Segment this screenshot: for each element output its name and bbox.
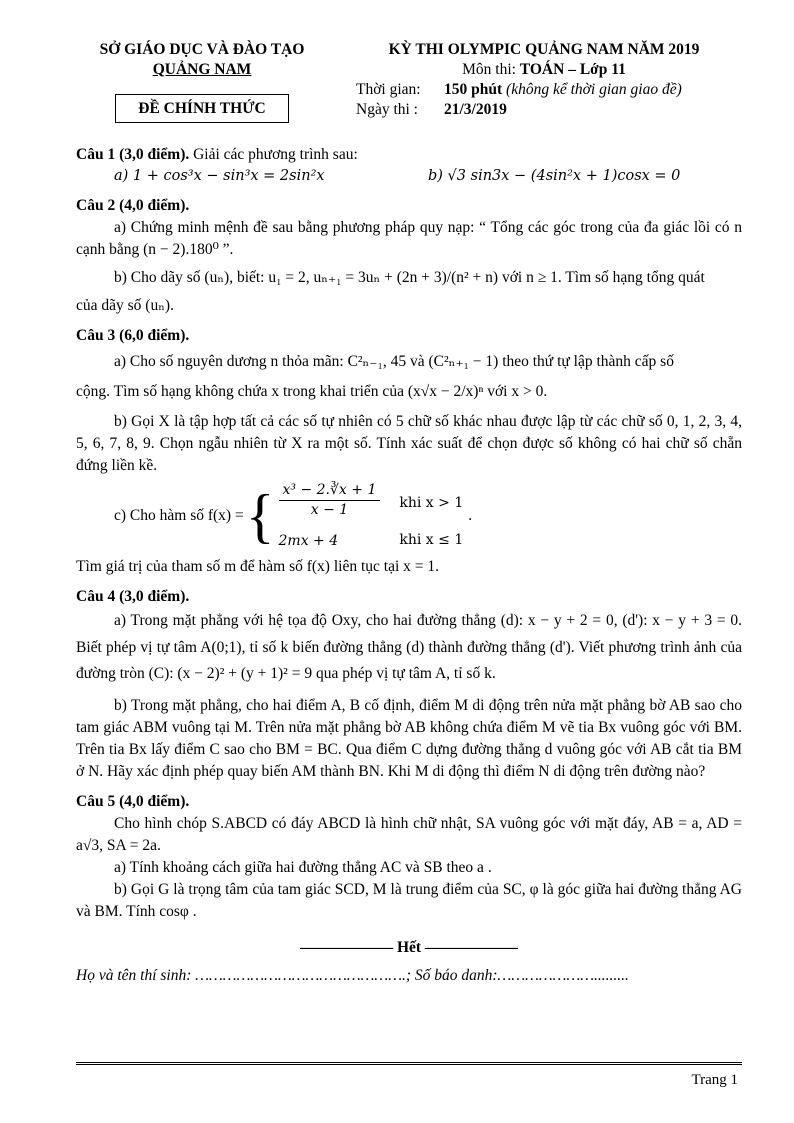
org-name: SỞ GIÁO DỤC VÀ ĐÀO TẠO <box>99 41 305 58</box>
question-5 <box>76 791 742 923</box>
case2-condition: khi x ≤ 1 <box>399 532 464 549</box>
official-badge: ĐỀ CHÍNH THỨC <box>115 94 288 124</box>
question-2b-cont: của dãy số (uₙ). <box>76 296 174 314</box>
exam-title: KỲ THI OLYMPIC QUẢNG NAM NĂM 2019 <box>388 41 700 58</box>
question-3c <box>76 481 742 553</box>
question-1-title: Câu 1 (3,0 điểm). <box>76 146 190 163</box>
question-3a: a) Cho số nguyên dương n thỏa mãn: C²ₙ₋₁, 45 và (C²ₙ₊₁ − 1) theo thứ tự lập thành cấp số <box>114 352 674 370</box>
exam-page <box>76 40 742 987</box>
question-3 <box>76 325 742 579</box>
question-1 <box>76 144 742 187</box>
case1-numerator: x³ − 2.∛x + 1 <box>279 481 381 502</box>
question-1b: b) √3 sin3x − (4sin²x + 1)cosx = 0 <box>428 168 681 184</box>
question-3c-label: c) Cho hàm số f(x) = <box>114 507 244 525</box>
question-4b: b) Trong mặt phẳng, cho hai điểm A, B cố định, điểm M di động trên nửa mặt phẳng bờ AB sao cho tam giác ABM vuông tại M. Trên nửa mặt phẳng bờ AB không chứa điểm M vẽ tia Bx vuông góc với BM. Trên tia Bx lấy điểm C sao cho BM = BC. Qua điểm C dựng đường thẳng d vuông góc với AB cắt tia BM ở N. Hãy xác định phép quay biến AM thành BN. Khi M di động thì điểm N di động trên đường nào? <box>76 697 742 781</box>
organization-block <box>76 40 328 123</box>
piecewise-cases <box>279 481 465 553</box>
question-5-title: Câu 5 (4,0 điểm). <box>76 793 190 811</box>
case-end-dot: . <box>468 507 473 525</box>
question-1-intro: Giải các phương trình sau: <box>189 146 358 163</box>
exam-subject: Môn thi: TOÁN – Lớp 11 <box>462 61 626 79</box>
question-4a: a) Trong mặt phẳng với hệ tọa độ Oxy, cho hai đường thẳng (d): x − y + 2 = 0, (d'): x − y + 3 = 0. Biết phép vị tự tâm A(0;1), tỉ số k biến đường thẳng (d) thành đường thẳng (d'). Viết phương trình ảnh của đường tròn (C): (x − 2)² + (y + 1)² = 9 qua phép vị tự tâm A, tỉ số k. <box>76 612 742 682</box>
question-3c-cont: Tìm giá trị của tham số m để hàm số f(x) liên tục tại x = 1. <box>76 558 440 576</box>
case2-expression: 2mx + 4 <box>278 532 339 549</box>
question-5b: b) Gọi G là trọng tâm của tam giác SCD, M là trung điểm của SC, φ là góc giữa hai đường thẳng AG và BM. Tính cosφ . <box>76 881 742 921</box>
question-3b: b) Gọi X là tập hợp tất cả các số tự nhiên có 5 chữ số khác nhau được lập từ các chữ số 0, 1, 2, 3, 4, 5, 6, 7, 8, 9. Chọn ngẫu nhiên từ X ra một số. Tính xác suất để chọn được số không có hai chữ số chẵn đứng liền kề. <box>76 412 742 474</box>
exam-header <box>76 40 742 136</box>
question-3-title: Câu 3 (6,0 điểm). <box>76 326 190 344</box>
question-1a: a) 1 + cos³x − sin³x = 2sin²x <box>114 168 325 184</box>
question-2a: a) Chứng minh mệnh đề sau bằng phương pháp quy nạp: “ Tổng các góc trong của đa giác lồi có n cạnh bằng (n − 2).180⁰ ”. <box>76 218 742 258</box>
question-4 <box>76 586 742 783</box>
org-province: QUẢNG NAM <box>152 60 252 78</box>
footer-rule <box>76 1062 742 1065</box>
question-3a-cont: cộng. Tìm số hạng không chứa x trong khai triển của (x√x − 2/x)ⁿ với x > 0. <box>76 382 548 400</box>
candidate-info-line: Họ và tên thí sinh: ……………………………………….; Số báo danh:…………………......... <box>76 967 629 985</box>
question-2-title: Câu 2 (4,0 điểm). <box>76 196 190 214</box>
question-2 <box>76 195 742 317</box>
brace-symbol: { <box>245 483 275 550</box>
case1-denominator: x − 1 <box>310 502 349 519</box>
question-5a: a) Tính khoảng cách giữa hai đường thẳng AC và SB theo a . <box>114 859 492 877</box>
question-5-intro: Cho hình chóp S.ABCD có đáy ABCD là hình chữ nhật, SA vuông góc với mặt đáy, AB = a, AD = a√3, SA = 2a. <box>76 815 742 855</box>
end-marker: —————— Hết —————— <box>300 939 518 957</box>
exam-date: Ngày thi : 21/3/2019 <box>356 101 507 119</box>
question-4-title: Câu 4 (3,0 điểm). <box>76 588 190 606</box>
exam-time: Thời gian: 150 phút (không kể thời gian giao đề) <box>356 81 682 99</box>
exam-info-block <box>344 40 744 121</box>
case1-condition: khi x > 1 <box>399 495 464 512</box>
question-2b: b) Cho dãy số (uₙ), biết: u₁ = 2, uₙ₊₁ = 3uₙ + (2n + 3)/(n² + n) với n ≥ 1. Tìm số hạng tổng quát <box>114 268 705 286</box>
page-number: Trang 1 <box>691 1072 738 1088</box>
